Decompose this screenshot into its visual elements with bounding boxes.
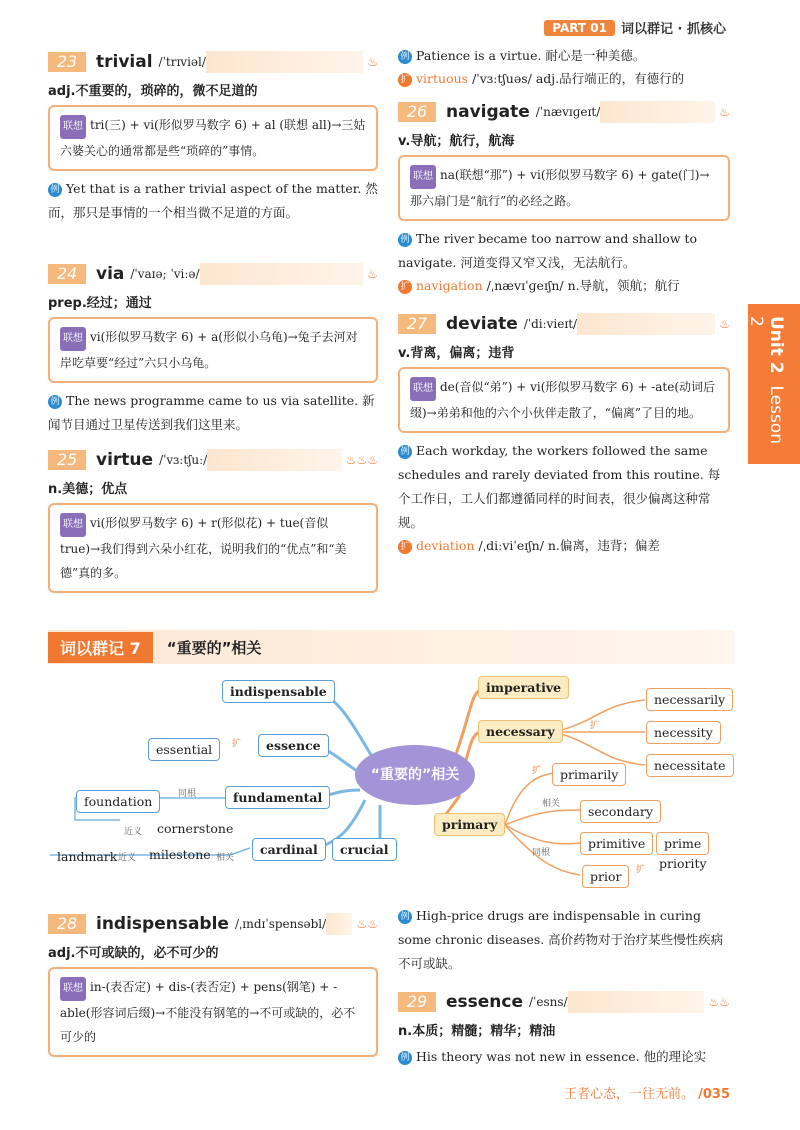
memory-text: in-(表否定) + dis-(表否定) + pens(钢笔) + -able(形容词后缀)→不能没有钢笔的→不可或缺的，必不可少的 [60,980,356,1044]
definition: n.本质；精髓；精华；精油 [398,1024,556,1039]
entry-28-continued [398,904,734,976]
lesson-label: Lesson 2 [746,316,786,444]
derivative-icon: 扩 [398,540,412,554]
memory-text: vi(形似罗马数字 6) + a(形似小乌龟)→兔子去河对岸吃草要“经过”六只小乌龟。 [60,330,358,370]
node-primitive: primitive [580,832,653,855]
derivative-text: /ˈvɜːtʃuəs/ adj.品行端正的，有德行的 [472,71,685,86]
example-text: Patience is a virtue. 耐心是一种美德。 [416,48,646,63]
example-text: His theory was not new in essence. 他的理论实 [416,1049,707,1064]
entry-28 [48,912,378,1057]
memory-text: de(音似“弟”) + vi(形似罗马数字 6) + -ate(动词后缀)→弟弟和他的六个小伙伴走散了，“偏离”了目的地。 [410,380,716,420]
node-necessity: necessity [646,721,721,744]
phonetic: /ˌɪndɪˈspensəbl/ [234,917,327,931]
node-primarily: primarily [552,763,626,786]
derivative-text: /ˌdiːviˈeɪʃn/ n.偏离，违背；偏差 [478,538,660,553]
definition: adj.不可或缺的，必不可少的 [48,946,219,961]
memory-label: 联想 [60,513,86,537]
headword: virtue [96,450,154,470]
flame-icon: ♨ [367,267,378,281]
part-badge: PART 01 [544,20,615,36]
tag-related: 相关 [216,853,235,863]
phonetic: /ˈesns/ [529,995,568,1009]
node-cardinal: cardinal [252,838,326,861]
group-subtitle: “重要的”相关 [166,638,262,657]
footer-slogan: 王者心态，一往无前。 [563,1087,694,1102]
flame-icon: ♨♨ [356,917,378,931]
derivative-word: deviation [416,538,475,553]
mind-map-center: “重要的”相关 [355,745,475,805]
memory-text: tri(三) + vi(形似罗马数字 6) + al (联想 all)→三姑六婆关心的通常都是些“琐碎的”事情。 [60,118,366,158]
node-primary: primary [434,813,505,836]
node-essential: essential [148,738,220,761]
tag-related-2: 相关 [542,799,561,809]
node-indispensable: indispensable [222,680,335,703]
example-icon: 例 [398,50,412,64]
flame-icon: ♨♨ [708,995,730,1009]
memory-box [48,503,378,593]
node-prior: prior [582,865,629,888]
memory-label: 联想 [410,165,436,189]
entry-number: 29 [398,992,436,1012]
tag-derivative-2: 扩 [590,721,600,731]
unit-label: Unit 2 [766,316,786,374]
entry-25-continued [398,44,730,90]
tag-derivative-3: 扩 [532,766,542,776]
phonetic: /ˈdiːvieɪt/ [523,317,578,331]
entry-27 [398,312,730,557]
memory-box [48,967,378,1057]
flame-icon: ♨ [367,55,378,69]
entry-number: 28 [48,914,86,934]
derivative-word: virtuous [416,71,469,86]
entry-25 [48,448,378,593]
flame-icon: ♨ [719,317,730,331]
example-text: Each workday, the workers followed the same schedules and rarely deviated from this routine. 每个工作日，工人们都遵循同样的时间表，很少偏离这种常规。 [398,443,721,530]
memory-box [48,317,378,383]
entry-29 [398,990,730,1069]
node-prime: prime [656,832,709,855]
word-group-banner [48,630,734,664]
phonetic: /ˈvaɪə; ˈviːə/ [130,267,200,281]
definition: n.美德；优点 [48,482,128,497]
derivative-icon: 扩 [398,280,412,294]
entry-23 [48,50,378,225]
headword: essence [446,992,524,1012]
node-cornerstone: cornerstone [157,821,234,836]
memory-box [398,155,730,221]
definition: v.导航；航行，航海 [398,134,515,149]
node-milestone: milestone [149,847,211,862]
tag-same-root-2: 同根 [532,848,551,858]
headword: via [96,264,125,284]
page-header [544,18,726,37]
memory-label: 联想 [410,377,436,401]
entry-26 [398,100,730,297]
headword: indispensable [96,914,229,934]
memory-box [398,367,730,433]
tag-same-root: 同根 [178,789,197,799]
entry-number: 26 [398,102,436,122]
entry-number: 23 [48,52,86,72]
node-crucial: crucial [332,838,397,861]
entry-number: 25 [48,450,86,470]
derivative-icon: 扩 [398,73,412,87]
node-essence: essence [258,734,329,757]
entry-number: 24 [48,264,86,284]
entry-24 [48,262,378,437]
example-icon: 例 [398,233,412,247]
definition: prep.经过；通过 [48,296,152,311]
flame-icon: ♨ [719,105,730,119]
unit-tab [748,304,800,464]
example-icon: 例 [398,1051,412,1065]
tag-derivative-4: 扩 [636,865,646,875]
headword: deviate [446,314,518,334]
headword: trivial [96,52,153,72]
node-imperative: imperative [478,676,569,699]
example-icon: 例 [48,183,62,197]
example-icon: 例 [48,395,62,409]
tag-synonym-2: 近义 [118,853,137,863]
page-footer [564,1083,730,1102]
flame-icon: ♨♨♨ [345,453,378,467]
memory-label: 联想 [60,327,86,351]
node-landmark: landmark [57,849,118,864]
node-fundamental: fundamental [225,786,330,809]
derivative-text: /ˌnævɪˈɡeɪʃn/ n.导航，领航；航行 [486,278,680,293]
definition: v.背离，偏离；违背 [398,346,515,361]
phonetic: /ˈnævɪɡeɪt/ [535,105,601,119]
node-necessitate: necessitate [646,754,734,777]
page-number: /035 [698,1087,730,1102]
example-icon: 例 [398,445,412,459]
example-text: The news programme came to us via satellite. 新闻节目通过卫星传送到我们这里来。 [48,393,375,432]
example-icon: 例 [398,910,412,924]
memory-label: 联想 [60,977,86,1001]
example-text: The river became too narrow and shallow to navigate. 河道变得又窄又浅，无法航行。 [398,231,698,270]
headword: navigate [446,102,530,122]
node-necessarily: necessarily [646,688,733,711]
definition: adj.不重要的，琐碎的，微不足道的 [48,84,258,99]
node-secondary: secondary [580,800,661,823]
tag-derivative: 扩 [232,739,242,749]
example-text: High-price drugs are indispensable in curing some chronic diseases. 高价药物对于治疗某些慢性疾病不可或缺。 [398,908,724,971]
node-foundation: foundation [76,790,160,813]
memory-label: 联想 [60,115,86,139]
header-title: 词以群记 · 抓核心 [621,22,726,37]
memory-box [48,105,378,171]
phonetic: /ˈvɜːtʃuː/ [159,453,208,467]
entry-number: 27 [398,314,436,334]
group-title: 词以群记 7 [48,632,153,663]
phonetic: /ˈtrɪviəl/ [158,55,206,69]
derivative-word: navigation [416,278,483,293]
tag-synonym: 近义 [124,827,143,837]
memory-text: na(联想“那”) + vi(形似罗马数字 6) + gate(门)→那六扇门是“航行”的必经之路。 [410,168,710,208]
example-text: Yet that is a rather trivial aspect of the matter. 然而，那只是事情的一个相当微不足道的方面。 [48,181,378,220]
node-priority: priority [659,856,707,871]
node-necessary: necessary [478,720,563,743]
memory-text: vi(形似罗马数字 6) + r(形似花) + tue(音似 true)→我们得到六朵小红花，说明我们的“优点”和“美德”真的多。 [60,516,347,580]
